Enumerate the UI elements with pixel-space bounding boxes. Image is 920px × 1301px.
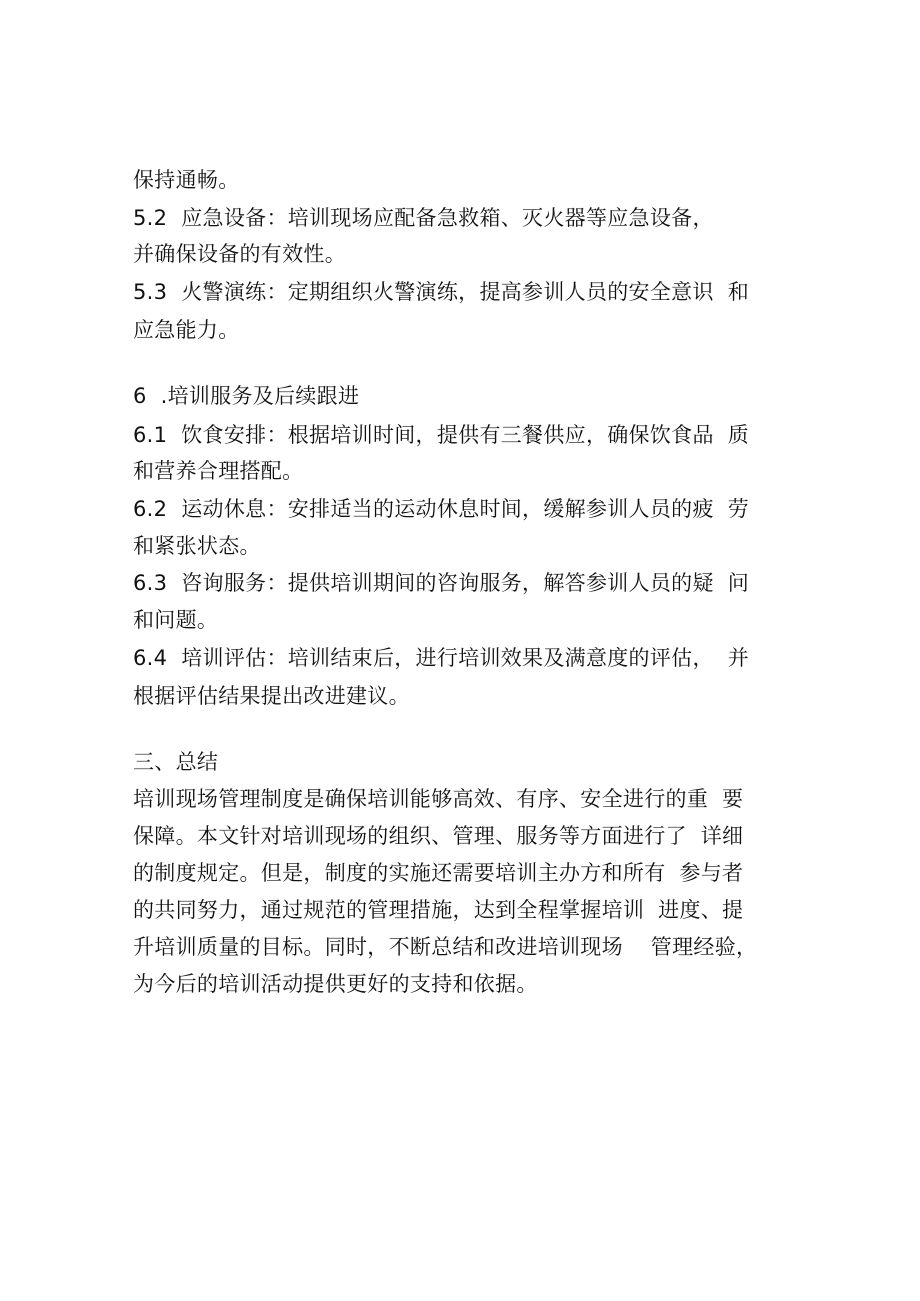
text-line: 和问题。 [133,608,219,632]
text-line: 并确保设备的有效性。 [133,242,346,266]
text-line: 6.1 饮食安排：根据培训时间，提供有三餐供应，确保饮食品 质 [133,423,749,447]
text-line: 根据评估结果提出改进建议。 [133,684,410,708]
text-line: 6.3 咨询服务：提供培训期间的咨询服务，解答参训人员的疑 问 [133,571,749,595]
text-line: 保障。本文针对培训现场的组织、管理、服务等方面进行了 详细 [133,824,744,848]
text-line: 为今后的培训活动提供更好的支持和依据。 [133,972,538,996]
text-line: 应急能力。 [133,318,240,342]
text-line: 保持通畅。 [133,168,240,192]
text-line: 6.4 培训评估：培训结束后，进行培训效果及满意度的评估， 并 [133,646,749,670]
text-line: 的制度规定。但是，制度的实施还需要培训主办方和所有 参与者 [133,861,744,885]
text-line: 6.2 运动休息：安排适当的运动休息时间，缓解参训人员的疲 劳 [133,497,749,521]
text-line: 和营养合理搭配。 [133,459,304,483]
section-heading: 三、总结 [133,750,219,774]
text-line: 5.3 火警演练：定期组织火警演练，提高参训人员的安全意识 和 [133,280,749,304]
text-line: 5.2 应急设备：培训现场应配备急救箱、灭火器等应急设备， [133,206,714,230]
section-heading: 6 .培训服务及后续跟进 [133,384,360,408]
text-line: 的共同努力，通过规范的管理措施，达到全程掌握培训 进度、提 [133,898,744,922]
text-line: 培训现场管理制度是确保培训能够高效、有序、安全进行的重 要 [133,787,744,811]
text-line: 升培训质量的目标。同时，不断总结和改进培训现场 管理经验， [133,935,758,959]
text-line: 和紧张状态。 [133,534,261,558]
